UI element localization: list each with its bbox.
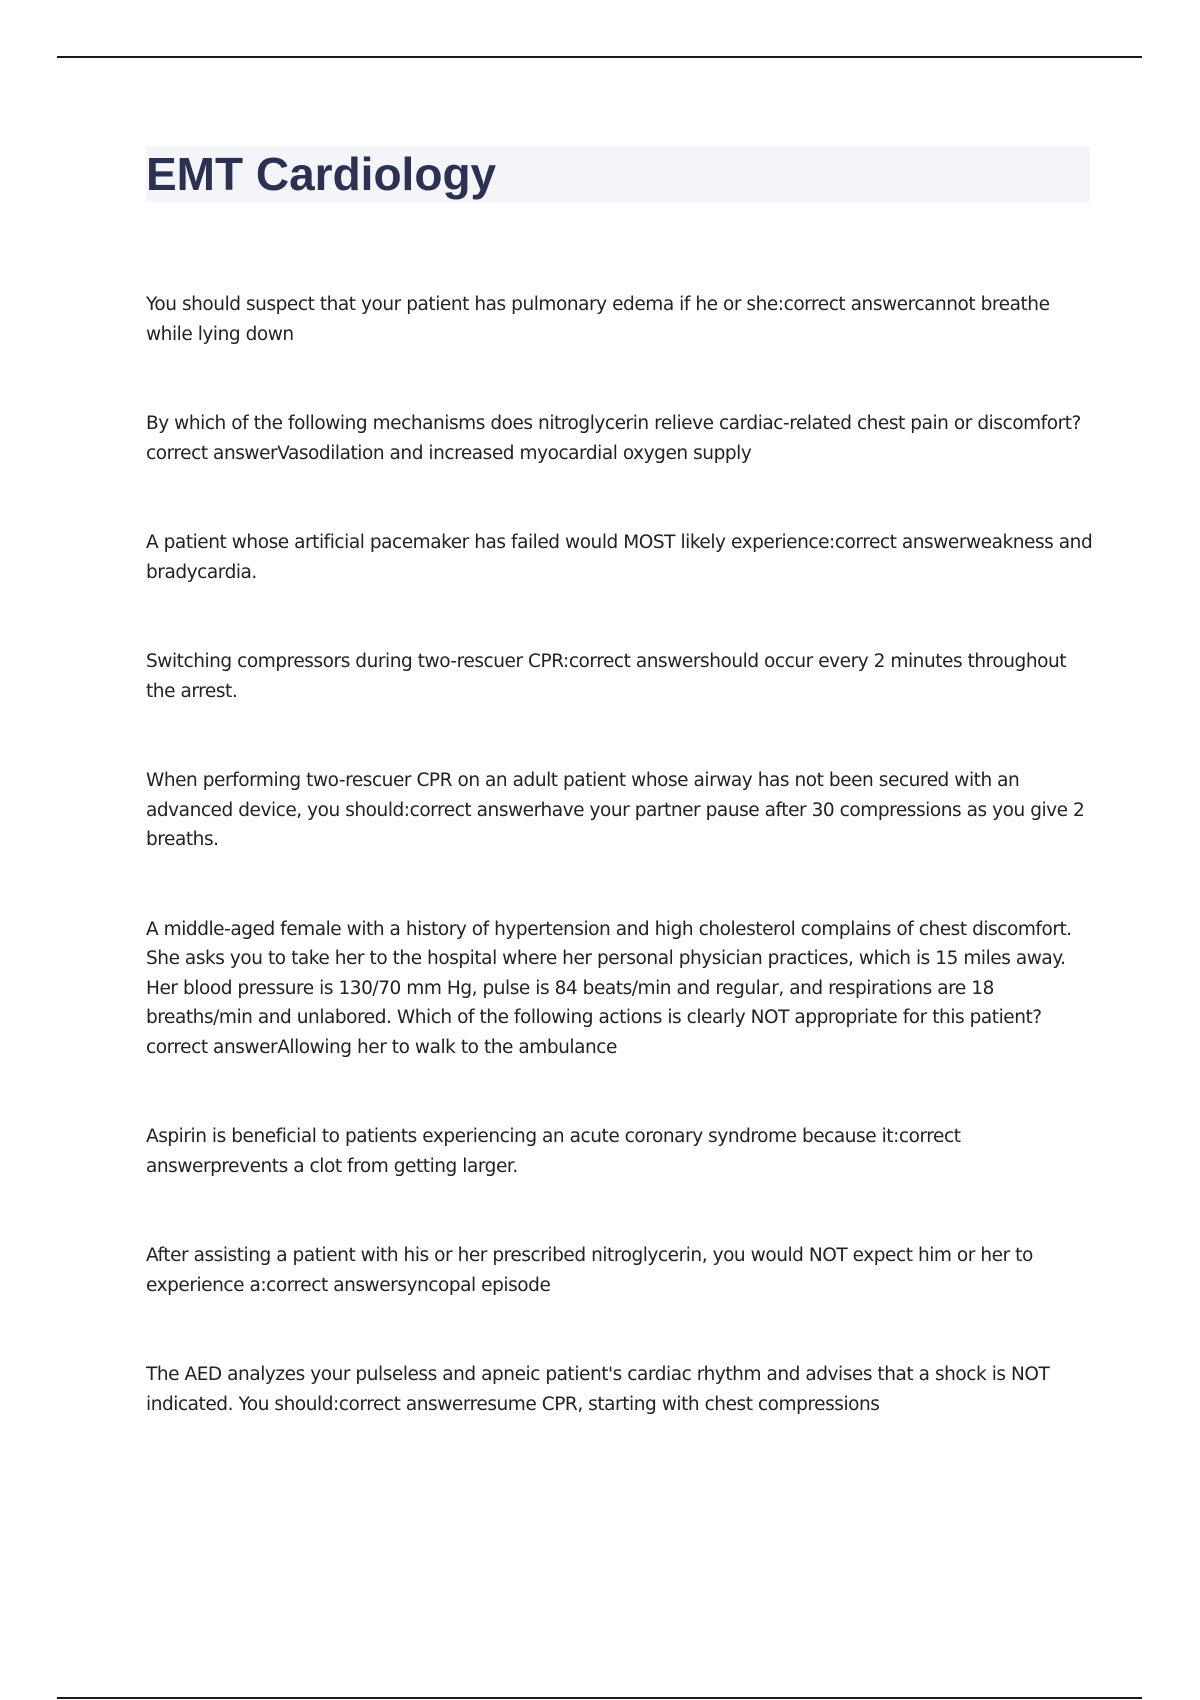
answer-text: syncopal episode [397, 1274, 551, 1296]
qa-item [146, 915, 1096, 1063]
answer-label: correct answer [146, 1126, 961, 1177]
answer-text: prevents a clot from getting larger. [210, 1155, 518, 1177]
footer-rule [57, 1697, 1142, 1699]
question-text: By which of the following mechanisms does nitroglycerin relieve cardiac-related chest pain or discomfort? [146, 413, 1081, 434]
answer-text: Vasodilation and increased myocardial oxygen supply [277, 442, 752, 464]
question-text: You should suspect that your patient has pulmonary edema if he or she: [146, 294, 784, 315]
question-text: The AED analyzes your pulseless and apneic patient's cardiac rhythm and advises that a shock is NOT indicated. You should: [146, 1364, 1050, 1415]
answer-label: correct answer [409, 799, 541, 821]
answer-label: correct answer [146, 442, 278, 464]
document-title: EMT Cardiology [146, 148, 497, 200]
qa-item [146, 1241, 1096, 1300]
header-rule [57, 56, 1142, 58]
answer-text: resume CPR, starting with chest compressions [469, 1393, 880, 1415]
question-text: A middle-aged female with a history of hypertension and high cholesterol complains of chest discomfort. She asks you to take her to the hospital where her personal physician practices, which is 15 miles away. Her blood pressure is 130/70 mm Hg, pulse is 84 beats/min and regular, and respirations are 18 breaths/min and unlabored. Which of the following actions is clearly NOT appropriate for this patient? [146, 918, 1072, 1028]
qa-item [146, 766, 1096, 855]
answer-label: correct answer [568, 651, 701, 672]
answer-label: correct answer [834, 532, 966, 553]
question-text: A patient whose artificial pacemaker has failed would MOST likely experience: [146, 532, 835, 553]
qa-item [146, 1122, 1096, 1181]
answer-text: Allowing her to walk to the ambulance [277, 1036, 617, 1058]
qa-item [146, 290, 1096, 349]
answer-text: cannot breathe while lying down [146, 294, 1050, 345]
qa-item [146, 1360, 1096, 1419]
question-text: Aspirin is beneficial to patients experiencing an acute coronary syndrome because it: [146, 1126, 899, 1147]
answer-label: correct answer [146, 1036, 278, 1058]
answer-label: correct answer [338, 1393, 470, 1415]
answer-label: correct answer [783, 294, 915, 315]
qa-item [146, 528, 1096, 587]
question-text: After assisting a patient with his or her prescribed nitroglycerin, you would NOT expect him or her to experience a: [146, 1245, 1033, 1296]
question-text: When performing two-rescuer CPR on an adult patient whose airway has not been secured with an advanced device, you should: [146, 770, 1020, 821]
answer-text: should occur every 2 minutes throughout the arrest. [146, 651, 1067, 702]
answer-text: weakness and bradycardia. [146, 532, 1093, 583]
answer-label: correct answer [266, 1274, 398, 1296]
qa-list [146, 290, 1096, 1479]
answer-text: have your partner pause after 30 compressions as you give 2 breaths. [146, 799, 1085, 850]
question-text: Switching compressors during two-rescuer CPR: [146, 651, 569, 672]
qa-item [146, 409, 1096, 468]
qa-item [146, 647, 1096, 706]
